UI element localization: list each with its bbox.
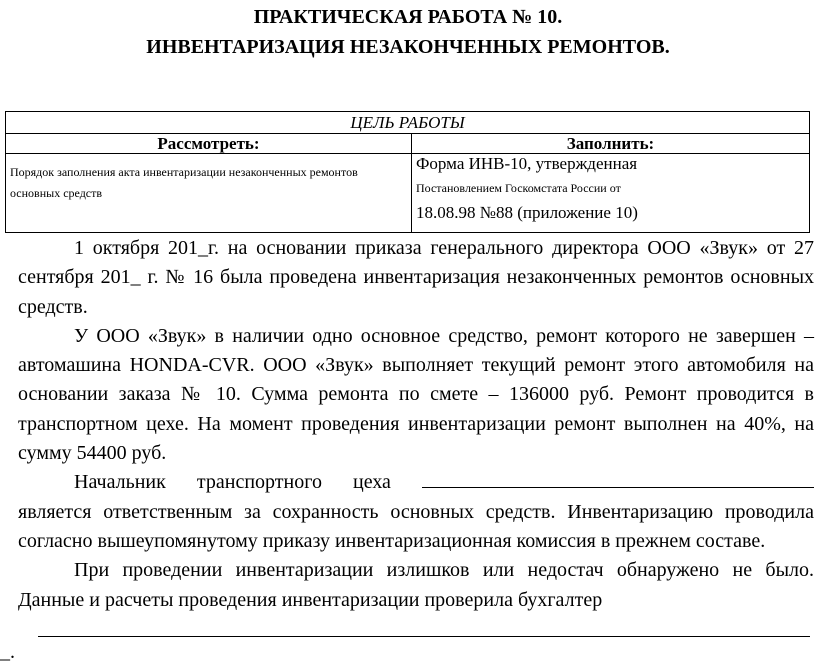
form-date: 18.08.98 №88 (приложение 10) (416, 203, 638, 222)
goal-heading: ЦЕЛЬ РАБОТЫ (6, 112, 810, 134)
form-approval: Постановлением Госкомстата России от (416, 181, 621, 195)
assignment-text (18, 234, 814, 615)
tail-mark: _. (0, 641, 15, 663)
paragraph-3-end: является ответственным за сохранность основных средств. Инвентаризацию проводила согласно вышеупомянутому приказу инвентаризационная комиссия в прежнем составе. (18, 500, 814, 552)
accountant-blank (38, 636, 810, 637)
fill-cell (412, 154, 810, 233)
paragraph-3-start: Начальник транспортного цеха (74, 471, 422, 494)
paragraph-4: При проведении инвентаризации излишков или недостач обнаружено не было. Данные и расчеты проведения инвентаризации проверила бухгалтер (18, 559, 814, 611)
paragraph-3 (18, 468, 814, 556)
page-title-line-1: ПРАКТИЧЕСКАЯ РАБОТА № 10. (253, 6, 563, 28)
fill-header: Заполнить: (412, 134, 810, 154)
form-name: Форма ИНВ-10, утвержденная (416, 154, 638, 173)
paragraph-2: У ООО «Звук» в наличии одно основное средство, ремонт которого не завершен – автомашина HONDA-CVR. ООО «Звук» выполняет текущий ремонт этого автомобиля на основании заказа № 10. Сумма ремонта по смете – 136000 руб. Ремонт проводится в транспортном цехе. На момент проведения инвентаризации ремонт выполнен на 40%, на сумму 54400 руб. (18, 324, 814, 465)
goal-table (5, 111, 810, 233)
consider-cell: Порядок заполнения акта инвентаризации незаконченных ремонтов основных средств (6, 154, 412, 233)
consider-header: Рассмотреть: (6, 134, 412, 154)
paragraph-1: 1 октября 201_г. на основании приказа генерального директора ООО «Звук» от 27 сентября 201_ г. № 16 была проведена инвентаризация незаконченных ремонтов основных средств. (18, 237, 814, 318)
page-title-line-2: ИНВЕНТАРИЗАЦИЯ НЕЗАКОНЧЕННЫХ РЕМОНТОВ. (146, 36, 670, 58)
signature-blank (422, 471, 814, 488)
